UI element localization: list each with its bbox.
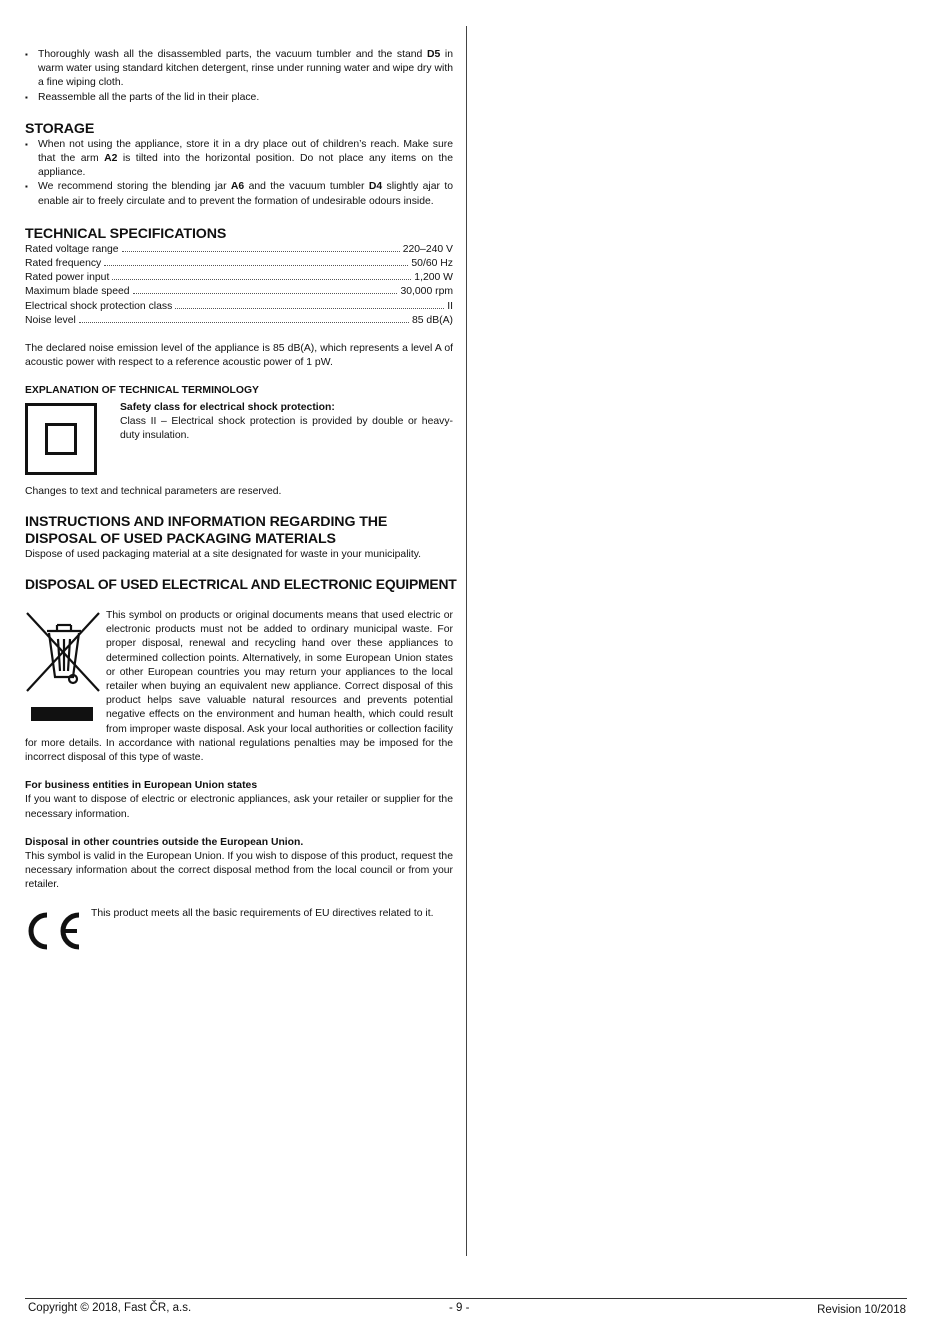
list-item: ▪ Reassemble all the parts of the lid in their place. <box>25 91 453 105</box>
class-ii-icon <box>25 403 97 475</box>
storage-heading: STORAGE <box>25 120 95 137</box>
outside-eu-text: This symbol is valid in the European Union. If you wish to dispose of this product, request the necessary information about the correct disposal method from the local council or from your retailer. <box>25 851 453 891</box>
terminology-heading: EXPLANATION OF TECHNICAL TERMINOLOGY <box>25 385 259 397</box>
spec-row: Maximum blade speed 30,000 rpm <box>25 286 453 298</box>
spec-row: Rated frequency 50/60 Hz <box>25 258 453 270</box>
list-item: ▪ We recommend storing the blending jar A6 and the vacuum tumbler D4 slightly ajar to enable air to freely circulate and to prevent the formation of undesirable odours inside. <box>25 180 453 208</box>
spec-row: Rated power input 1,200 W <box>25 272 453 284</box>
safety-class-title: Safety class for electrical shock protection: <box>120 401 335 413</box>
footer-copyright: Copyright © 2018, Fast ČR, a.s. <box>28 1302 192 1314</box>
ce-block <box>25 907 453 951</box>
footer-page-number: - 9 - <box>449 1302 470 1314</box>
storage-list <box>25 138 453 209</box>
spec-row: Rated voltage range 220–240 V <box>25 243 453 255</box>
crossed-bin-icon <box>25 611 101 731</box>
spec-table <box>25 243 453 328</box>
packaging-text: Dispose of used packaging material at a site designated for waste in your municipality. <box>25 548 422 560</box>
business-heading: For business entities in European Union states <box>25 780 258 792</box>
outside-eu-heading: Disposal in other countries outside the European Union. <box>25 836 304 848</box>
ce-text: This product meets all the basic requirements of EU directives related to it. <box>91 907 434 919</box>
weee-block <box>25 609 453 765</box>
footer-revision: Revision 10/2018 <box>817 1304 906 1316</box>
business-text: If you want to dispose of electric or electronic appliances, ask your retailer or supplier for the necessary information. <box>25 794 453 820</box>
column-divider <box>466 26 467 1256</box>
footer-divider <box>25 1298 907 1299</box>
ce-mark-icon <box>25 911 83 951</box>
left-column <box>25 48 457 951</box>
spec-row: Electrical shock protection class II <box>25 300 453 312</box>
spec-row: Noise level 85 dB(A) <box>25 314 453 326</box>
cleaning-list <box>25 48 453 105</box>
noise-text: The declared noise emission level of the appliance is 85 dB(A), which represents a level A of acoustic power with respect to a reference acoustic power of 1 pW. <box>25 342 453 369</box>
list-item: ▪ When not using the appliance, store it in a dry place out of children’s reach. Make sure that the arm A2 is tilted into the horizontal position. Do not place any items on the appliance. <box>25 138 453 181</box>
weee-heading: DISPOSAL OF USED ELECTRICAL AND ELECTRONIC EQUIPMENT <box>25 575 457 592</box>
list-item: ▪ Thoroughly wash all the disassembled parts, the vacuum tumbler and the stand D5 in warm water using standard kitchen detergent, rinse under running water and wipe dry with a fine wiping cloth. <box>25 48 453 91</box>
tech-specs-heading: TECHNICAL SPECIFICATIONS <box>25 225 227 242</box>
changes-text: Changes to text and technical parameters are reserved. <box>25 485 282 497</box>
safety-class-text: Class II – Electrical shock protection is provided by double or heavy-duty insulation. <box>120 415 453 441</box>
packaging-heading: INSTRUCTIONS AND INFORMATION REGARDING THE DISPOSAL OF USED PACKAGING MATERIALS <box>25 513 388 547</box>
safety-class-block <box>25 401 453 475</box>
weee-text: This symbol on products or original documents means that used electric or electronic products must not be added to ordinary municipal waste. For proper disposal, renewal and recycling hand over these appliances to determined collection points. Alternatively, in some European Union states or other European countries you may return your appliances to the local retailer when buying an equivalent new appliance. Correct disposal of this product helps save valuable natural resources and prevents potential negative effects on the environment and human health, which could result from improper waste disposal. Ask your local authorities or collection facility for more details. In accordance with national regulations penalties may be imposed for the incorrect disposal of this type of waste. <box>25 609 453 763</box>
